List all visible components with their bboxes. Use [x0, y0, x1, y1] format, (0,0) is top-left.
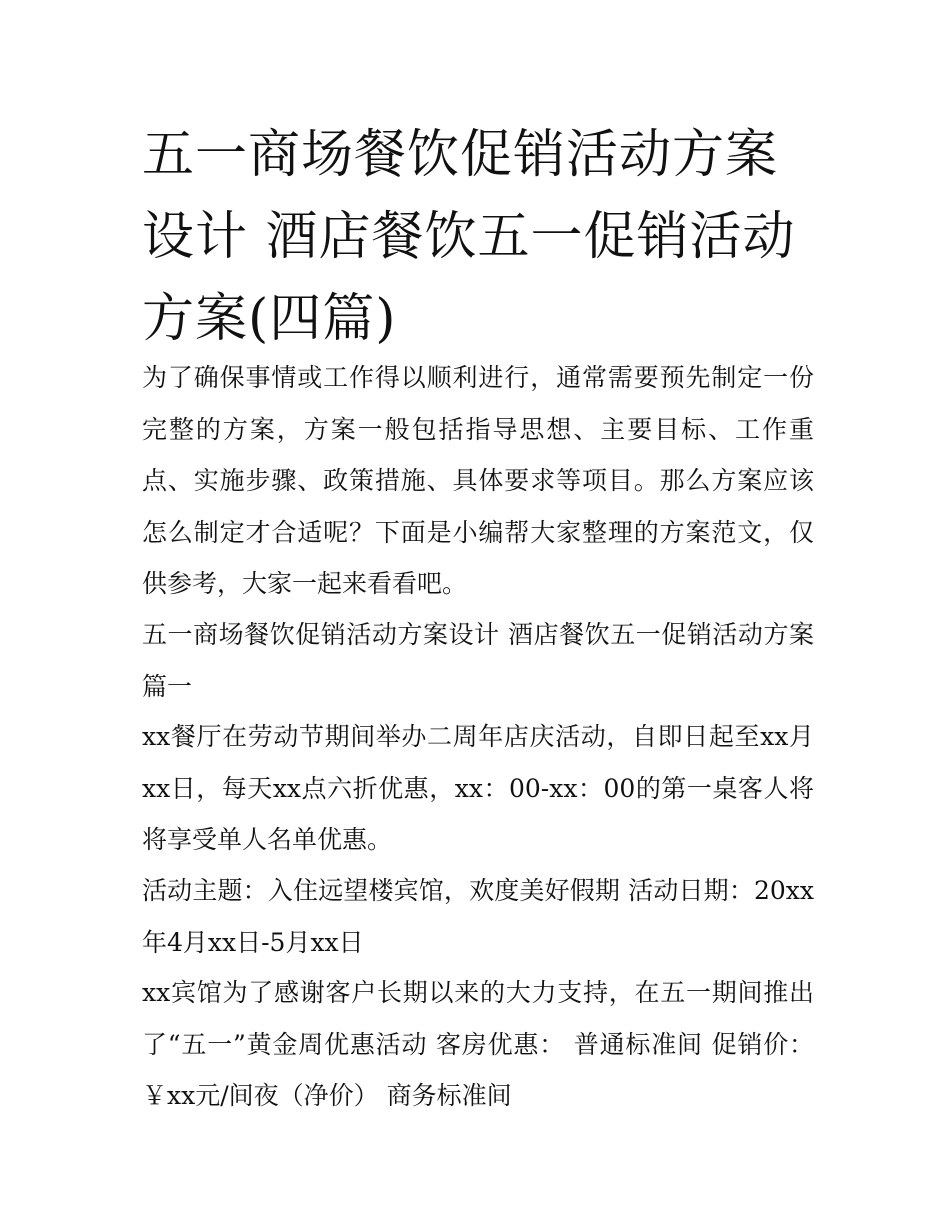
- intro-paragraph: 为了确保事情或工作得以顺利进行，通常需要预先制定一份完整的方案，方案一般包括指导思想、主要目标、工作重点、实施步骤、政策措施、具体要求等项目。那么方案应该怎么制定才合适呢？下面是小编帮大家整理的方案范文，仅供参考，大家一起来看看吧。: [142, 363, 814, 598]
- restaurant-promotion-paragraph: xx餐厅在劳动节期间举办二周年店庆活动，自即日起至xx月xx日，每天xx点六折优惠，xx：00-xx：00的第一桌客人将将享受单人名单优惠。: [142, 722, 814, 854]
- section-heading-part-one: 五一商场餐饮促销活动方案设计 酒店餐饮五一促销活动方案篇一: [142, 620, 814, 701]
- activity-theme-paragraph: 活动主题：入住远望楼宾馆，欢度美好假期 活动日期：20xx年4月xx日-5月xx日: [142, 876, 814, 957]
- hotel-offer-paragraph: xx宾馆为了感谢客户长期以来的大力支持，在五一期间推出了“五一”黄金周优惠活动 客房优惠： 普通标准间 促销价：￥xx元/间夜（净价） 商务标准间: [142, 978, 814, 1110]
- document-title: 五一商场餐饮促销活动方案设计 酒店餐饮五一促销活动方案(四篇): [142, 125, 796, 349]
